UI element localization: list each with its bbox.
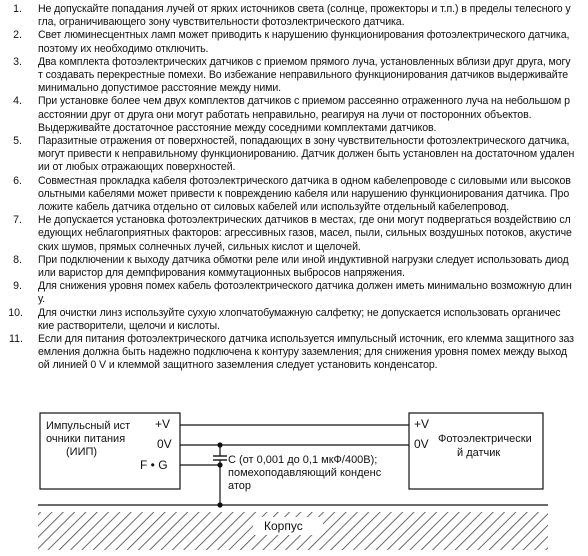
list-item-text-line: асстоянии друг от друга они могут работать неправильно, реагируя на лучи от посторонних объектов.: [38, 108, 532, 121]
list-item-text-line: Не допускайте попадания лучей от ярких источников света (солнце, прожекторы и т.п.) в пределы телесного у: [38, 3, 571, 15]
list-item-number: 3.: [13, 55, 22, 68]
list-item-text-line: ии от любых отражающих поверхностей.: [38, 161, 236, 174]
list-item-text-line: Если для питания фотоэлектрического датчика используется импульсный источник, его клемма защитного заз: [38, 333, 574, 345]
list-item-text-line: ольтными кабелями может привести к повреждению кабеля или нарушению функционирования датчика. Про: [38, 187, 570, 200]
psu-label-line-3: (ИИП): [66, 446, 98, 458]
junction-dot-fg: [217, 462, 222, 467]
list-item-number: 11.: [9, 333, 23, 345]
list-item-text-line: кие растворители, щелочи и кислоты.: [38, 319, 220, 332]
list-item-text-line: Не допускается установка фотоэлектрических датчиков в местах, где они могут подвергаться воздействию сл: [38, 214, 571, 227]
wiring-diagram: [0, 405, 588, 551]
list-item-number: 10.: [8, 306, 23, 319]
list-item-text-line: ложите кабель датчика отдельно от силовых кабелей или используйте отдельный кабелепровод.: [38, 200, 510, 213]
list-item-number: 2.: [13, 29, 22, 42]
capacitor-label-line-1: C (от 0,001 до 0,1 мкФ/400B);: [228, 454, 378, 466]
psu-plus-v: +V: [155, 417, 171, 431]
list-item-text-line: емления должна быть надежно подключена к контуру заземления; для снижения уровня помех между выход: [38, 346, 568, 359]
list-item-text-line: или варистор для демпфирования коммутационных выбросов напряжения.: [38, 266, 405, 279]
list-item-number: 9.: [13, 280, 22, 293]
psu-label-line-2: очники питания: [46, 433, 126, 445]
list-item-number: 1.: [13, 3, 22, 15]
list-item-number: 5.: [13, 135, 22, 147]
psu-frame-ground: F • G: [140, 458, 168, 472]
list-item-text-line: Для снижения уровня помех кабель фотоэлектрического датчика должен иметь минимально возможную длин: [38, 280, 572, 293]
psu-label-line-1: Импульсный ист: [46, 420, 131, 432]
sensor-label-line-1: Фотоэлектрически: [438, 433, 532, 445]
ground-label: Корпус: [264, 519, 303, 533]
list-item-text-line: Выдерживайте достаточное расстояние между соседними комплектами датчиков.: [38, 121, 437, 134]
list-item-text-line: Совместная прокладка кабеля фотоэлектрического датчика в одном кабелепроводе с силовыми или высоков: [38, 174, 571, 187]
list-item-text-line: При подключении к выходу датчика обмотки реле или иной индуктивной нагрузки следует использовать диод: [38, 253, 569, 266]
list-item-number: 6.: [13, 174, 22, 187]
list-item-text-line: Для очистки линз используйте сухую хлопчатобумажную салфетку; не допускается использовать органичес: [38, 306, 561, 319]
list-item-text-line: поэтому их необходимо отключить.: [38, 42, 209, 55]
list-item-text-line: минимально допустимое расстояние между ними.: [38, 82, 282, 95]
list-item-text-line: могут привести к неправильному функционированию. Датчик должен быть установлен на достаточном удален: [38, 148, 575, 161]
sensor-plus-v: +V: [414, 417, 430, 431]
sensor-label-line-2: й датчик: [457, 447, 501, 459]
psu-zero-v: 0V: [157, 437, 172, 451]
capacitor-label-line-3: атор: [228, 480, 252, 492]
list-item-text-line: у.: [38, 293, 45, 306]
list-item-text-line: ских шумов, прямых солнечных лучей, сильных кислот и щелочей.: [38, 240, 361, 253]
list-item-text-line: Свет люминесцентных ламп может приводить к нарушению функционирования фотоэлектрического датчика,: [38, 29, 570, 42]
list-item-text-line: Два комплекта фотоэлектрических датчиков с приемом прямого луча, установленных вблизи друг друга, могу: [38, 55, 571, 68]
list-item-text-line: едующих неблагоприятных факторов: агрессивных газов, масел, пыли, сильных воздушных потоков, акустиче: [38, 227, 572, 240]
list-item-number: 7.: [13, 214, 22, 227]
wiring-diagram-svg: [0, 405, 588, 551]
list-item-number: 8.: [13, 253, 22, 266]
capacitor-label-line-2: помехоподавляющий конденс: [228, 467, 382, 479]
list-item-text-line: При установке более чем двух комплектов датчиков с приемом рассеянно отраженного луча на небольшом р: [38, 95, 570, 108]
sensor-zero-v: 0V: [414, 437, 429, 451]
list-item-text-line: гла, ограничивающего зону чувствительности фотоэлектрического датчика.: [38, 16, 405, 29]
list-item-number: 4.: [13, 95, 22, 108]
list-item-text-line: Паразитные отражения от поверхностей, попадающих в зону чувствительности фотоэлектрического датчика,: [38, 135, 570, 147]
list-item-text-line: ой линией 0 V и клеммой защитного заземления следует установить конденсатор.: [38, 359, 438, 372]
list-item-text-line: т создавать перекрестные помехи. Во избежание неправильного функционирования датчиков выдерживайте: [38, 68, 569, 81]
